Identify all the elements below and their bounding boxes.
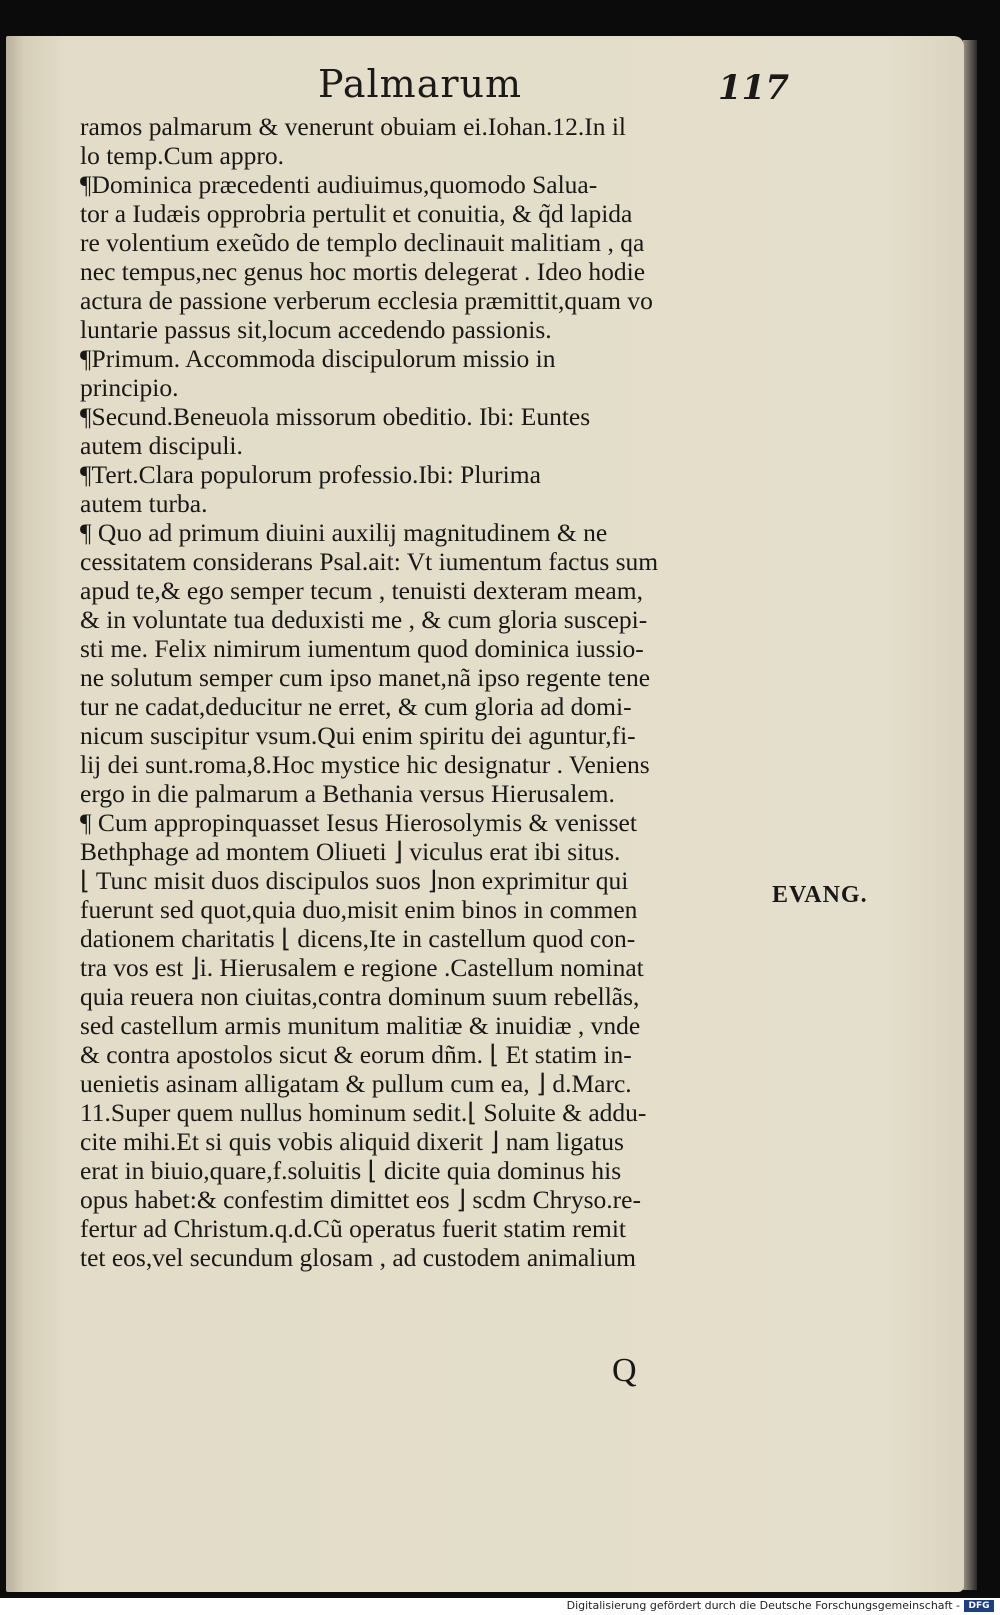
text-line: principio. [80, 373, 179, 402]
text-line: & in voluntate tua deduxisti me , & cum gloria suscepi- [80, 605, 648, 634]
text-line: ¶Primum. Accommoda discipulorum missio in [80, 344, 556, 373]
text-line: ¶Secund.Beneuola missorum obeditio. Ibi: Euntes [80, 402, 591, 431]
text-line: ergo in die palmarum a Bethania versus Hierusalem. [80, 779, 615, 808]
page-header [0, 62, 1000, 112]
text-line: erat in biuio,quare,f.soluitis ⌊ dicite quia dominus his [80, 1156, 622, 1185]
text-line: nicum suscipitur vsum.Qui enim spiritu dei aguntur,fi- [80, 721, 636, 750]
text-line: quia reuera non ciuitas,contra dominum suum rebellãs, [80, 982, 640, 1011]
text-line: opus habet:& confestim dimittet eos ⌋ scdm Chryso.re- [80, 1185, 641, 1214]
text-line: uenietis asinam alligatam & pullum cum ea, ⌋ d.Marc. [80, 1069, 632, 1098]
text-line: sed castellum armis munitum malitiæ & inuidiæ , vnde [80, 1011, 641, 1040]
footer [0, 1598, 1000, 1615]
signature-mark: Q [612, 1352, 637, 1389]
text-line: autem turba. [80, 489, 208, 518]
text-line: nec tempus,nec genus hoc mortis delegerat . Ideo hodie [80, 257, 646, 286]
text-line: actura de passione verberum ecclesia præmittit,quam vo [80, 286, 653, 315]
text-line: sti me. Felix nimirum iumentum quod dominica iussio- [80, 634, 644, 663]
text-line: lij dei sunt.roma,8.Hoc mystice hic designatur . Veniens [80, 750, 650, 779]
text-line: dationem charitatis ⌊ dicens,Ite in castellum quod con- [80, 924, 636, 953]
text-line: apud te,& ego semper tecum , tenuisti dexteram meam, [80, 576, 643, 605]
text-line: tor a Iudæis opprobria pertulit et conuitia, & q̃d lapida [80, 199, 633, 228]
page-number: 117 [718, 68, 789, 108]
text-line: tra vos est ⌋i. Hierusalem e regione .Castellum nominat [80, 953, 644, 982]
text-line: lo temp.Cum appro. [80, 141, 284, 170]
text-line: ¶Tert.Clara populorum professio.Ibi: Plurima [80, 460, 541, 489]
text-line: & contra apostolos sicut & eorum dñm. ⌊ Et statim in- [80, 1040, 632, 1069]
text-line: fuerunt sed quot,quia duo,misit enim binos in commen [80, 895, 638, 924]
footer-credit: Digitalisierung gefördert durch die Deutsche Forschungsgemeinschaft - [566, 1599, 960, 1612]
text-line: re volentium exeũdo de templo declinauit malitiam , qa [80, 228, 645, 257]
text-line: ne solutum semper cum ipso manet,nã ipso regente tene [80, 663, 651, 692]
text-line: tur ne cadat,deducitur ne erret, & cum gloria ad domi- [80, 692, 632, 721]
text-line: ¶Dominica præcedenti audiuimus,quomodo Salua- [80, 170, 598, 199]
page-edge [963, 40, 977, 1590]
text-line: Bethphage ad montem Oliueti ⌋ viculus erat ibi situs. [80, 837, 621, 866]
running-head: Palmarum [318, 62, 523, 106]
text-line: tet eos,vel secundum glosam , ad custodem animalium [80, 1243, 636, 1272]
text-line: ¶ Cum appropinquasset Iesus Hierosolymis & venisset [80, 808, 637, 837]
text-line: cite mihi.Et si quis vobis aliquid dixerit ⌋ nam ligatus [80, 1127, 624, 1156]
text-line: ¶ Quo ad primum diuini auxilij magnitudinem & ne [80, 518, 608, 547]
body-text [80, 112, 770, 1272]
text-line: ⌊ Tunc misit duos discipulos suos ⌋non exprimitur qui [80, 866, 629, 895]
text-line: cessitatem considerans Psal.ait: Vt iumentum factus sum [80, 547, 659, 576]
text-line: luntarie passus sit,locum accedendo passionis. [80, 315, 552, 344]
text-line: 11.Super quem nullus hominum sedit.⌊ Soluite & addu- [80, 1098, 647, 1127]
text-line: fertur ad Christum.q.d.Cũ operatus fuerit statim remit [80, 1214, 627, 1243]
margin-note: EVANG. [772, 882, 868, 908]
dfg-logo-icon: DFG [964, 1600, 994, 1612]
text-line: autem discipuli. [80, 431, 243, 460]
text-line: ramos palmarum & venerunt obuiam ei.Iohan.12.In il [80, 112, 626, 141]
